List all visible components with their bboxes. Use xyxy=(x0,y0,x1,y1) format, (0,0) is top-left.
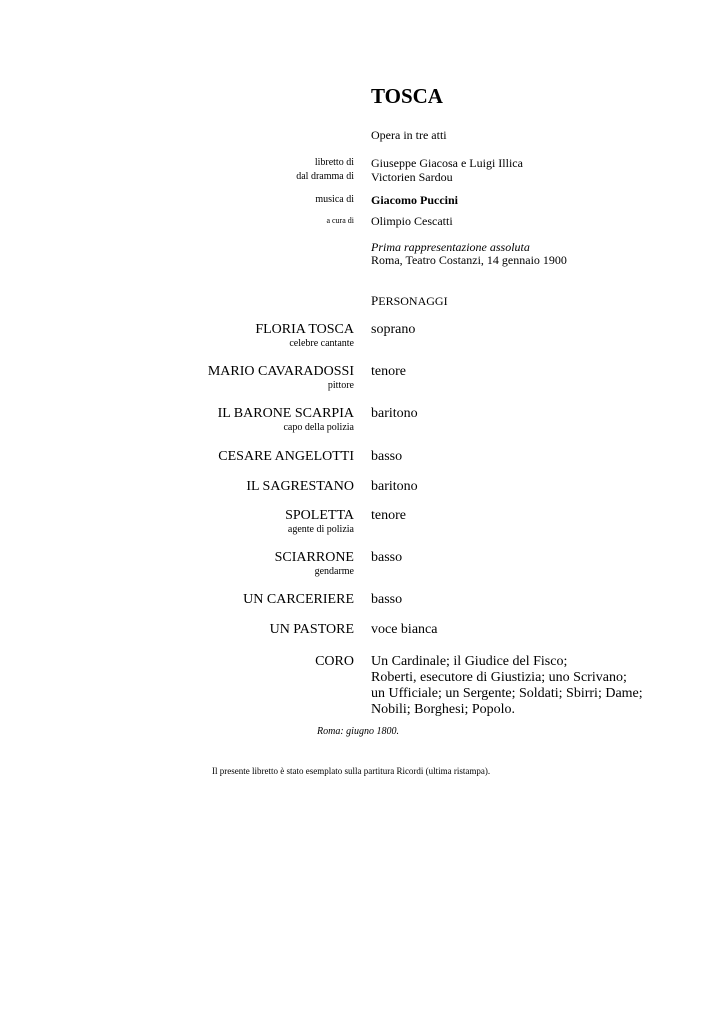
role-voice: baritono xyxy=(371,479,418,494)
role-voice: voce bianca xyxy=(371,622,438,637)
coro-line: Nobili; Borghesi; Popolo. xyxy=(371,702,516,717)
libretto-label: libretto di xyxy=(314,157,354,168)
role-name: SCIARRONE xyxy=(274,550,354,565)
coro-line: Un Cardinale; il Giudice del Fisco; xyxy=(371,654,568,669)
role-description: capo della polizia xyxy=(283,422,354,433)
role-name: IL BARONE SCARPIA xyxy=(217,406,354,421)
setting-note: Roma: giugno 1800. xyxy=(317,726,399,737)
personaggi-heading xyxy=(371,293,448,309)
opera-subtitle: Opera in tre atti xyxy=(371,128,447,142)
edition-note: Il presente libretto è stato esemplato sulla partitura Ricordi (ultima ristampa). xyxy=(212,766,491,776)
role-name: UN PASTORE xyxy=(269,622,354,637)
premiere-value: Roma, Teatro Costanzi, 14 gennaio 1900 xyxy=(371,253,567,267)
role-description: gendarme xyxy=(314,566,354,577)
role-description: pittore xyxy=(327,380,354,391)
dramma-label: dal dramma di xyxy=(296,171,354,182)
role-name: IL SAGRESTANO xyxy=(246,479,354,494)
role-voice: tenore xyxy=(371,508,406,523)
role-description: agente di polizia xyxy=(287,524,354,535)
role-voice: basso xyxy=(371,449,403,464)
musica-label: musica di xyxy=(315,194,354,205)
opera-title: TOSCA xyxy=(371,84,443,108)
role-voice: basso xyxy=(371,550,403,565)
role-name: UN CARCERIERE xyxy=(243,592,354,607)
coro-line: un Ufficiale; un Sergente; Soldati; Sbirri; Dame; xyxy=(371,686,643,701)
role-voice: baritono xyxy=(371,406,418,421)
role-voice: tenore xyxy=(371,364,406,379)
musica-value: Giacomo Puccini xyxy=(371,193,458,207)
dramma-value: Victorien Sardou xyxy=(371,170,453,184)
role-description: celebre cantante xyxy=(289,338,354,349)
coro-name: CORO xyxy=(315,654,354,669)
coro-list xyxy=(371,654,643,718)
personaggi-rest: ERSONAGGI xyxy=(378,294,448,308)
role-name: FLORIA TOSCA xyxy=(255,322,354,337)
role-name: MARIO CAVARADOSSI xyxy=(207,364,354,379)
libretto-value: Giuseppe Giacosa e Luigi Illica xyxy=(371,156,523,170)
cura-value: Olimpio Cescatti xyxy=(371,214,453,228)
role-name: SPOLETTA xyxy=(285,508,354,523)
personaggi-initial: P xyxy=(371,293,379,308)
role-voice: basso xyxy=(371,592,403,607)
cura-label: a cura di xyxy=(326,216,354,225)
coro-line: Roberti, esecutore di Giustizia; uno Scrivano; xyxy=(371,670,627,685)
role-voice: soprano xyxy=(371,322,416,337)
role-name: CESARE ANGELOTTI xyxy=(218,449,354,464)
premiere-label: Prima rappresentazione assoluta xyxy=(371,240,530,254)
